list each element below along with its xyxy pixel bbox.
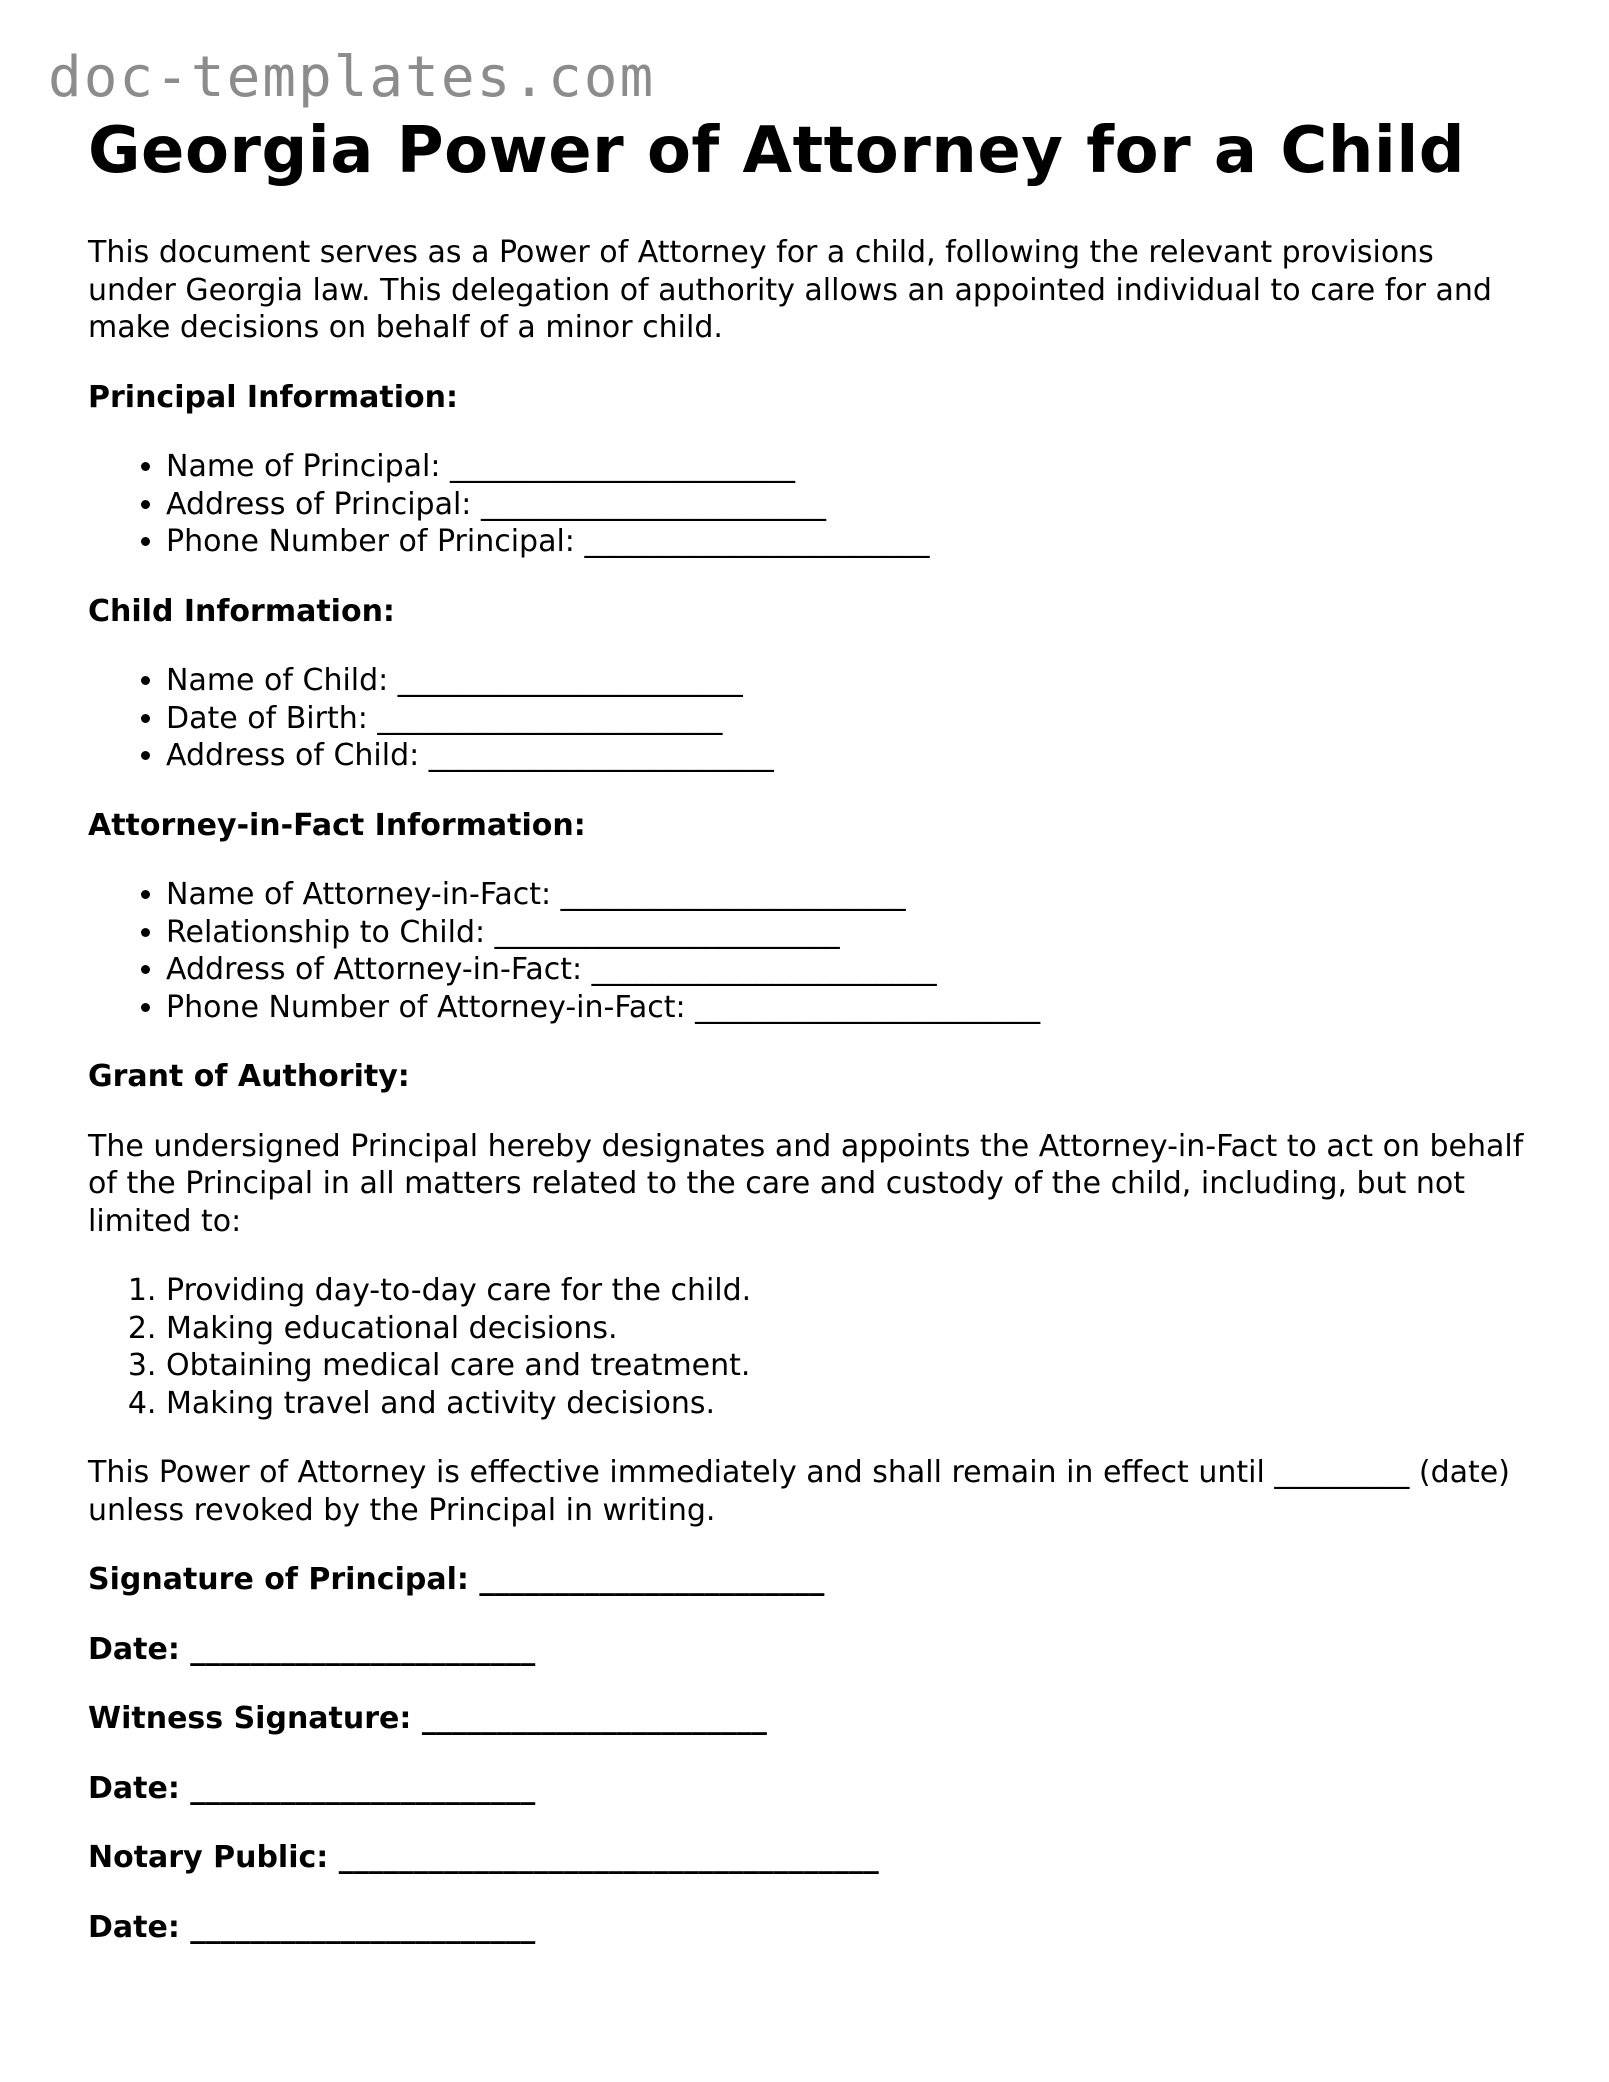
notary-label: Notary Public:: [88, 1840, 329, 1875]
attorney-phone-field: • Phone Number of Attorney-in-Fact: _______________________: [166, 989, 1528, 1027]
watermark: doc-templates.com: [48, 45, 656, 110]
grant-authority-heading: Grant of Authority:: [88, 1059, 410, 1094]
attorney-relationship-field: • Relationship to Child: _______________________: [166, 914, 1528, 952]
date-blank: _______________________: [190, 1770, 536, 1806]
witness-date-line: [88, 1770, 1528, 1808]
authority-item: 1. Providing day-to-day care for the child.: [166, 1272, 1528, 1310]
effective-paragraph: This Power of Attorney is effective immediately and shall remain in effect until _________ (date) unless revoked by the Principal in writing.: [88, 1455, 1510, 1528]
notary-date-line: [88, 1909, 1528, 1947]
principal-signature-line: [88, 1561, 1528, 1599]
child-address-field: • Address of Child: _______________________: [166, 737, 1528, 775]
principal-info-heading: Principal Information:: [88, 379, 459, 415]
grant-authority-paragraph: The undersigned Principal hereby designates and appoints the Attorney-in-Fact to act on behalf of the Principal in all matters related to the care and custody of the child, including, but not limited to:: [88, 1128, 1524, 1239]
notary-blank: ____________________________________: [338, 1840, 879, 1875]
date-blank: _______________________: [190, 1909, 536, 1945]
principal-date-line: [88, 1631, 1528, 1669]
date-label: Date:: [88, 1631, 180, 1667]
document-title: Georgia Power of Attorney for a Child: [88, 114, 1466, 188]
authority-item: 4. Making travel and activity decisions.: [166, 1385, 1528, 1423]
intro-paragraph: This document serves as a Power of Attorney for a child, following the relevant provisions under Georgia law. This delegation of authority allows an appointed individual to care for and make decisions on behalf of a minor child.: [88, 235, 1492, 345]
attorney-name-field: • Name of Attorney-in-Fact: _______________________: [166, 876, 1528, 914]
document-page: [88, 110, 1528, 1946]
witness-signature-line: [88, 1700, 1528, 1738]
principal-info-list: [88, 448, 1528, 561]
date-blank: _______________________: [190, 1631, 536, 1667]
signature-blank: _______________________: [479, 1562, 825, 1597]
signature-label: Signature of Principal:: [88, 1562, 469, 1597]
child-info-heading: Child Information:: [88, 593, 395, 629]
principal-phone-field: • Phone Number of Principal: _______________________: [166, 523, 1528, 561]
authority-item: 3. Obtaining medical care and treatment.: [166, 1347, 1528, 1385]
attorney-info-list: [88, 876, 1528, 1026]
attorney-address-field: • Address of Attorney-in-Fact: _______________________: [166, 951, 1528, 989]
child-info-list: [88, 662, 1528, 775]
witness-label: Witness Signature:: [88, 1701, 412, 1736]
attorney-info-heading: Attorney-in-Fact Information:: [88, 807, 586, 843]
child-name-field: • Name of Child: _______________________: [166, 662, 1528, 700]
principal-name-field: • Name of Principal: _______________________: [166, 448, 1528, 486]
date-label: Date:: [88, 1770, 180, 1806]
witness-blank: _______________________: [421, 1701, 767, 1736]
date-label: Date:: [88, 1909, 180, 1945]
notary-line: [88, 1839, 1528, 1877]
child-dob-field: • Date of Birth: _______________________: [166, 700, 1528, 738]
authority-list: [88, 1272, 1528, 1422]
principal-address-field: • Address of Principal: _______________________: [166, 486, 1528, 524]
authority-item: 2. Making educational decisions.: [166, 1310, 1528, 1348]
